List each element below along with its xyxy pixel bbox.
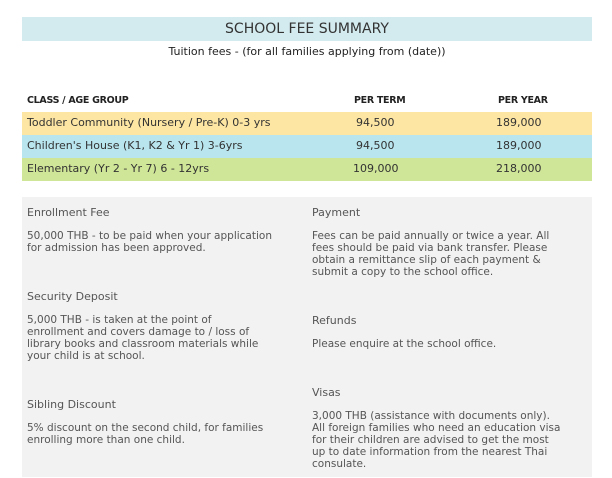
fee-table [22, 90, 592, 181]
text-line: 3,000 THB (assistance with documents only). [312, 410, 550, 422]
fee-per-term: 109,000 [353, 162, 399, 175]
fee-per-year: 189,000 [496, 139, 542, 152]
payment-text [312, 230, 549, 278]
text-line: 5% discount on the second child, for families [27, 422, 264, 434]
text-line: your child is at school. [27, 350, 145, 362]
text-line: enrolling more than one child. [27, 434, 185, 446]
fee-per-year: 218,000 [496, 162, 542, 175]
fee-row-childrens-house [22, 135, 592, 158]
fee-group: Children's House (K1, K2 & Yr 1) 3-6yrs [27, 139, 243, 152]
fee-per-year: 189,000 [496, 116, 542, 129]
fee-per-term: 94,500 [356, 116, 395, 129]
text-line: consulate. [312, 458, 367, 470]
page-title: SCHOOL FEE SUMMARY [22, 17, 592, 41]
security-deposit-heading: Security Deposit [27, 290, 118, 303]
fee-row-toddler [22, 112, 592, 135]
header-per-term: PER TERM [354, 95, 406, 106]
fee-per-term: 94,500 [356, 139, 395, 152]
page-subtitle: Tuition fees - (for all families applying from (date)) [168, 45, 446, 58]
security-deposit-text [27, 314, 258, 362]
text-line: for admission has been approved. [27, 242, 206, 254]
fee-group: Elementary (Yr 2 - Yr 7) 6 - 12yrs [27, 162, 210, 175]
text-line: obtain a remittance slip of each payment & [312, 254, 541, 266]
text-line: Please enquire at the school office. [312, 338, 497, 350]
fee-table-header [22, 90, 592, 112]
text-line: library books and classroom materials while [27, 338, 259, 350]
text-line: up to date information from the nearest Thai [312, 446, 548, 458]
text-line: fees should be paid via bank transfer. Please [312, 242, 548, 254]
enrollment-fee-text [27, 230, 272, 254]
sibling-discount-text [27, 422, 263, 446]
visas-heading: Visas [312, 386, 341, 399]
text-line: for their children are advised to get the most [312, 434, 549, 446]
payment-heading: Payment [312, 206, 361, 219]
enrollment-fee-heading: Enrollment Fee [27, 206, 110, 219]
header-class-age-group: CLASS / AGE GROUP [27, 95, 129, 106]
refunds-heading: Refunds [312, 314, 357, 327]
fee-row-elementary [22, 158, 592, 181]
text-line: 50,000 THB - to be paid when your application [27, 230, 272, 242]
visas-text [312, 410, 560, 470]
text-line: enrollment and covers damage to / loss of [27, 326, 250, 338]
text-line: All foreign families who need an education visa [312, 422, 561, 434]
text-line: submit a copy to the school office. [312, 266, 494, 278]
text-line: Fees can be paid annually or twice a year. All [312, 230, 550, 242]
refunds-text [312, 338, 496, 350]
text-line: 5,000 THB - is taken at the point of [27, 314, 212, 326]
sibling-discount-heading: Sibling Discount [27, 398, 116, 411]
fee-group: Toddler Community (Nursery / Pre-K) 0-3 yrs [27, 116, 271, 129]
info-panel [22, 197, 592, 477]
header-per-year: PER YEAR [498, 95, 548, 106]
